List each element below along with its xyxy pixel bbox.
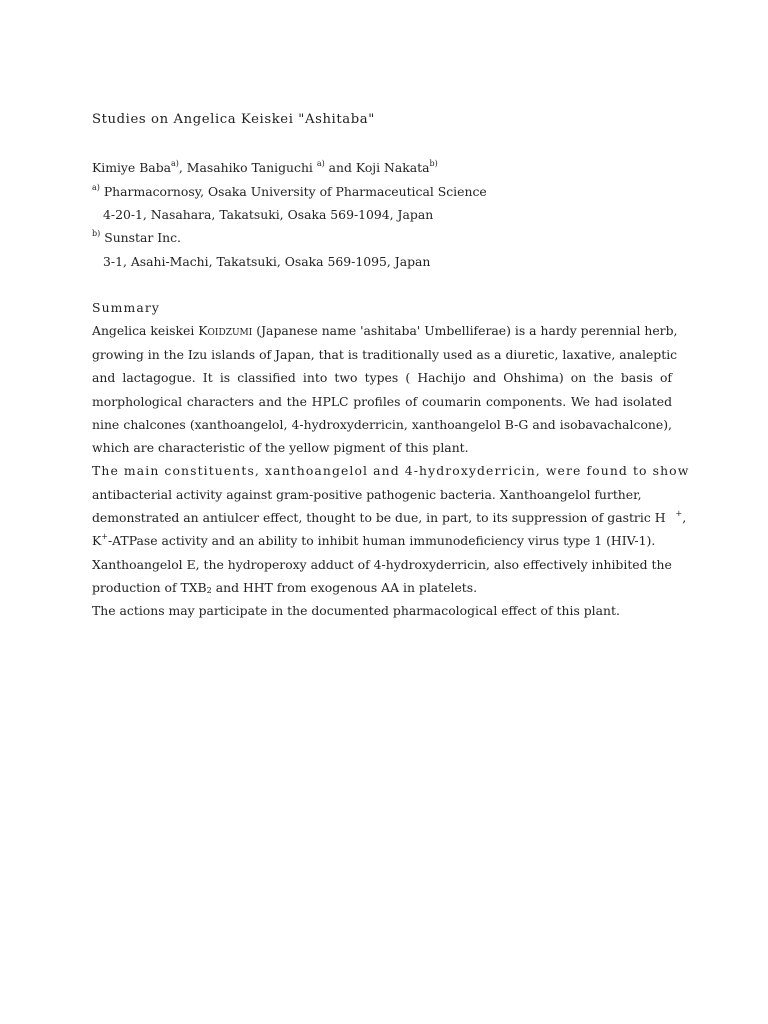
body-line: antibacterial activity against gram-positive pathogenic bacteria. Xanthoangelol further,	[92, 487, 642, 502]
body-text: ,	[682, 510, 687, 525]
affiliation-address: 3-1, Asahi-Machi, Takatsuki, Osaka 569-1095, Japan	[103, 254, 431, 269]
body-line: growing in the Izu islands of Japan, that is traditionally used as a diuretic, laxative, analeptic	[92, 347, 678, 362]
body-text: demonstrated an antiulcer effect, thought to be due, in part, to its suppression of gastric H	[92, 510, 666, 525]
body-text: and HHT from exogenous AA in platelets.	[211, 580, 478, 595]
superscript: +	[101, 532, 108, 541]
summary-heading: Summary	[92, 300, 160, 315]
body-line: morphological characters and the HPLC profiles of coumarin components. We had isolated	[92, 394, 672, 409]
author-separator: ,	[178, 160, 187, 175]
author-name: Koji Nakata	[355, 160, 430, 175]
body-line	[92, 510, 686, 526]
superscript: +	[675, 509, 683, 518]
author-name: Masahiko Taniguchi	[186, 160, 317, 175]
body-text: (Japanese name 'ashitaba' Umbelliferae) is a hardy perennial herb,	[252, 323, 678, 338]
author-separator: and	[324, 160, 356, 175]
affiliation-address: 4-20-1, Nasahara, Takatsuki, Osaka 569-1094, Japan	[103, 207, 434, 222]
body-text: -ATPase activity and an ability to inhibit human immunodeficiency virus type 1 (HIV-1).	[107, 533, 656, 548]
body-line: and lactagogue. It is classified into two types ( Hachijo and Ohshima) on the basis of	[92, 370, 672, 385]
body-line: nine chalcones (xanthoangelol, 4-hydroxyderricin, xanthoangelol B-G and isobavachalcone),	[92, 417, 672, 432]
author-citation: Koidzumi	[198, 323, 253, 338]
author-mark: a)	[316, 159, 325, 168]
author-mark: a)	[171, 159, 179, 168]
author-mark: b)	[429, 159, 438, 168]
body-line	[92, 323, 678, 339]
body-line	[92, 533, 655, 549]
body-text: production of TXB	[92, 580, 207, 595]
affiliation-mark: a)	[92, 183, 100, 192]
affiliation-name: Pharmacornosy, Osaka University of Pharmaceutical Science	[103, 184, 487, 199]
body-text: K	[92, 533, 102, 548]
affiliation-mark: b)	[92, 229, 101, 238]
author-name: Kimiye Baba	[92, 160, 172, 175]
body-text: Angelica keiskei	[92, 323, 199, 338]
affiliation-line	[92, 184, 487, 200]
paper-title: Studies on Angelica Keiskei "Ashitaba"	[92, 112, 375, 127]
body-line: Xanthoangelol E, the hydroperoxy adduct of 4-hydroxyderricin, also effectively inhibited the	[92, 557, 672, 572]
author-line	[92, 160, 438, 176]
affiliation-name: Sunstar Inc.	[104, 230, 181, 245]
body-line: The actions may participate in the documented pharmacological effect of this plant.	[92, 603, 620, 618]
body-line: The main constituents, xanthoangelol and 4-hydroxyderricin, were found to show	[92, 463, 690, 478]
body-line	[92, 580, 477, 599]
subscript: 2	[206, 586, 212, 595]
affiliation-line	[92, 230, 181, 246]
body-line: which are characteristic of the yellow pigment of this plant.	[92, 440, 469, 455]
